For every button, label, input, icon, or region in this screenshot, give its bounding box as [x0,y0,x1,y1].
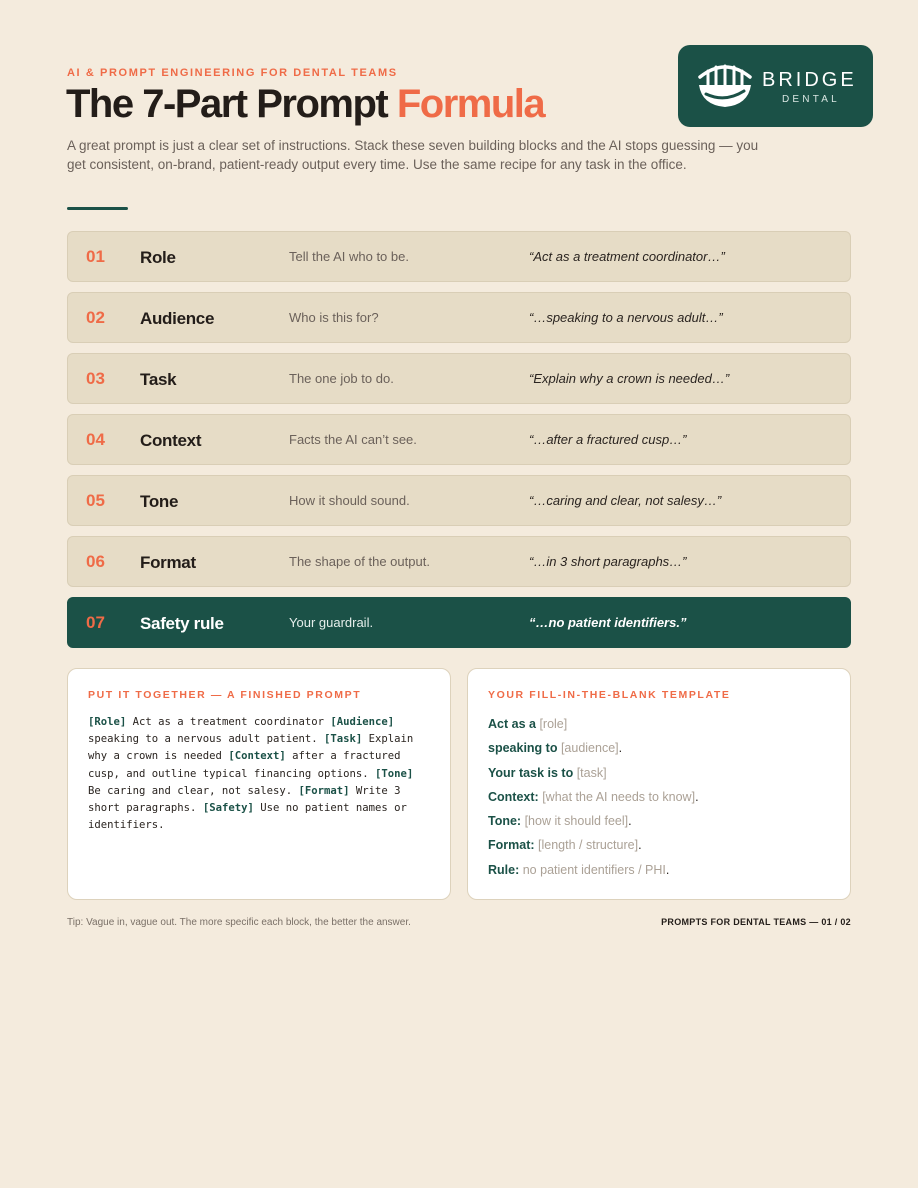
prompt-segment: Act as a treatment coordinator [126,716,331,728]
template-placeholder: [audience] [560,741,619,756]
eyebrow: AI & PROMPT ENGINEERING FOR DENTAL TEAMS [67,67,398,79]
prompt-segment: Use no patient names or identifiers. [88,802,407,832]
template-placeholder: no patient identifiers / PHI [522,862,666,877]
row-number: 04 [86,430,105,449]
template-key: Act as a [488,717,536,731]
formula-row [67,231,851,282]
row-name: Safety rule [140,614,224,633]
prompt-segment: speaking to a nervous adult patient. [88,733,324,746]
row-example: “Act as a treatment coordinator…” [529,249,725,264]
template-key: Rule: [488,862,520,877]
template-placeholder: [role] [539,717,568,731]
template-end: . [618,741,623,756]
template-end: . [695,789,699,804]
template-line [488,714,828,738]
row-example: “…speaking to a nervous adult…” [529,310,723,325]
prompt-segment: Explain why a crown is needed [88,733,414,763]
template-placeholder: [what the AI needs to know] [542,789,696,804]
template-line [488,738,828,762]
template-key: Format: [488,838,535,853]
page-label: PROMPTS FOR DENTAL TEAMS — 01 / 02 [661,917,851,927]
template-line [488,787,828,811]
brand-wordmark: BRIDGE [762,69,857,91]
template-placeholder: [how it should feel] [524,814,629,829]
finished-prompt-card [67,668,451,900]
template-end: . [638,838,642,853]
prompt-tag: [Task] [324,733,363,746]
row-example: “…in 3 short paragraphs…” [529,554,687,569]
card-heading: YOUR FILL-IN-THE-BLANK TEMPLATE [488,689,731,701]
title-main: The 7-Part Prompt [66,82,388,126]
template-key: speaking to [488,741,558,756]
row-name: Context [140,431,202,450]
row-description: How it should sound. [289,493,410,508]
row-example: “…caring and clear, not salesy…” [529,493,722,508]
template-line [488,860,828,884]
formula-row [67,475,851,526]
prompt-segment: Be caring and clear, not salesy. [88,784,299,797]
formula-row [67,414,851,465]
brand-logo [678,45,873,127]
prompt-segment: after a fractured cusp, and outline typical financing options. [88,750,401,780]
template-line [488,763,828,787]
card-heading: PUT IT TOGETHER — A FINISHED PROMPT [88,689,362,701]
row-example: “…after a fractured cusp…” [529,432,687,447]
brand-subtitle: DENTAL [782,94,840,105]
row-name: Tone [140,492,179,511]
row-number: 07 [86,613,105,632]
row-number: 01 [86,247,105,266]
template-placeholder: [length / structure] [538,838,639,853]
prompt-tag: [Context] [228,750,286,763]
row-name: Audience [140,309,215,328]
bridge-arch-icon [696,61,754,111]
formula-row-highlight [67,597,851,648]
template-line [488,811,828,835]
row-description: The one job to do. [289,371,394,386]
template-line [488,835,828,859]
intro-paragraph: A great prompt is just a clear set of instructions. Stack these seven building blocks and the AI stops guessing — you get consistent, on-brand, patient-ready output every time. Use the same recipe for any task in the office. [67,138,759,172]
row-number: 06 [86,552,105,571]
prompt-segment: Write 3 short paragraphs. [88,784,401,815]
formula-row [67,536,851,587]
row-example: “Explain why a crown is needed…” [529,371,730,386]
prompt-tag: [Safety] [202,802,254,815]
row-description: Facts the AI can’t see. [289,432,417,447]
prompt-tag: [Audience] [330,716,395,728]
formula-row [67,353,851,404]
template-lines [488,714,828,884]
prompt-tag: [Tone] [375,767,414,780]
row-description: Tell the AI who to be. [289,249,409,264]
template-card [467,668,851,900]
row-example: “…no patient identifiers.” [529,615,687,630]
template-key: Tone: [488,814,522,829]
footer-tip: Tip: Vague in, vague out. The more specific each block, the better the answer. [67,917,411,928]
row-name: Format [140,553,196,572]
template-key: Your task is to [488,765,574,780]
row-name: Task [140,370,177,389]
formula-list [67,231,851,658]
prompt-tag: [Role] [88,716,127,728]
page-title [66,82,544,127]
row-description: The shape of the output. [289,554,430,569]
template-end: . [628,814,632,829]
row-number: 05 [86,491,105,510]
row-name: Role [140,248,176,267]
formula-row [67,292,851,343]
accent-divider [67,207,128,210]
template-placeholder: [task] [576,765,607,780]
row-description: Who is this for? [289,310,379,325]
prompt-tag: [Format] [298,784,350,797]
title-accent: Formula [396,82,545,126]
finished-prompt-text [88,714,430,834]
row-number: 02 [86,308,105,327]
row-number: 03 [86,369,105,388]
template-key: Context: [488,789,539,804]
template-end: . [665,862,670,877]
row-description: Your guardrail. [289,615,374,630]
